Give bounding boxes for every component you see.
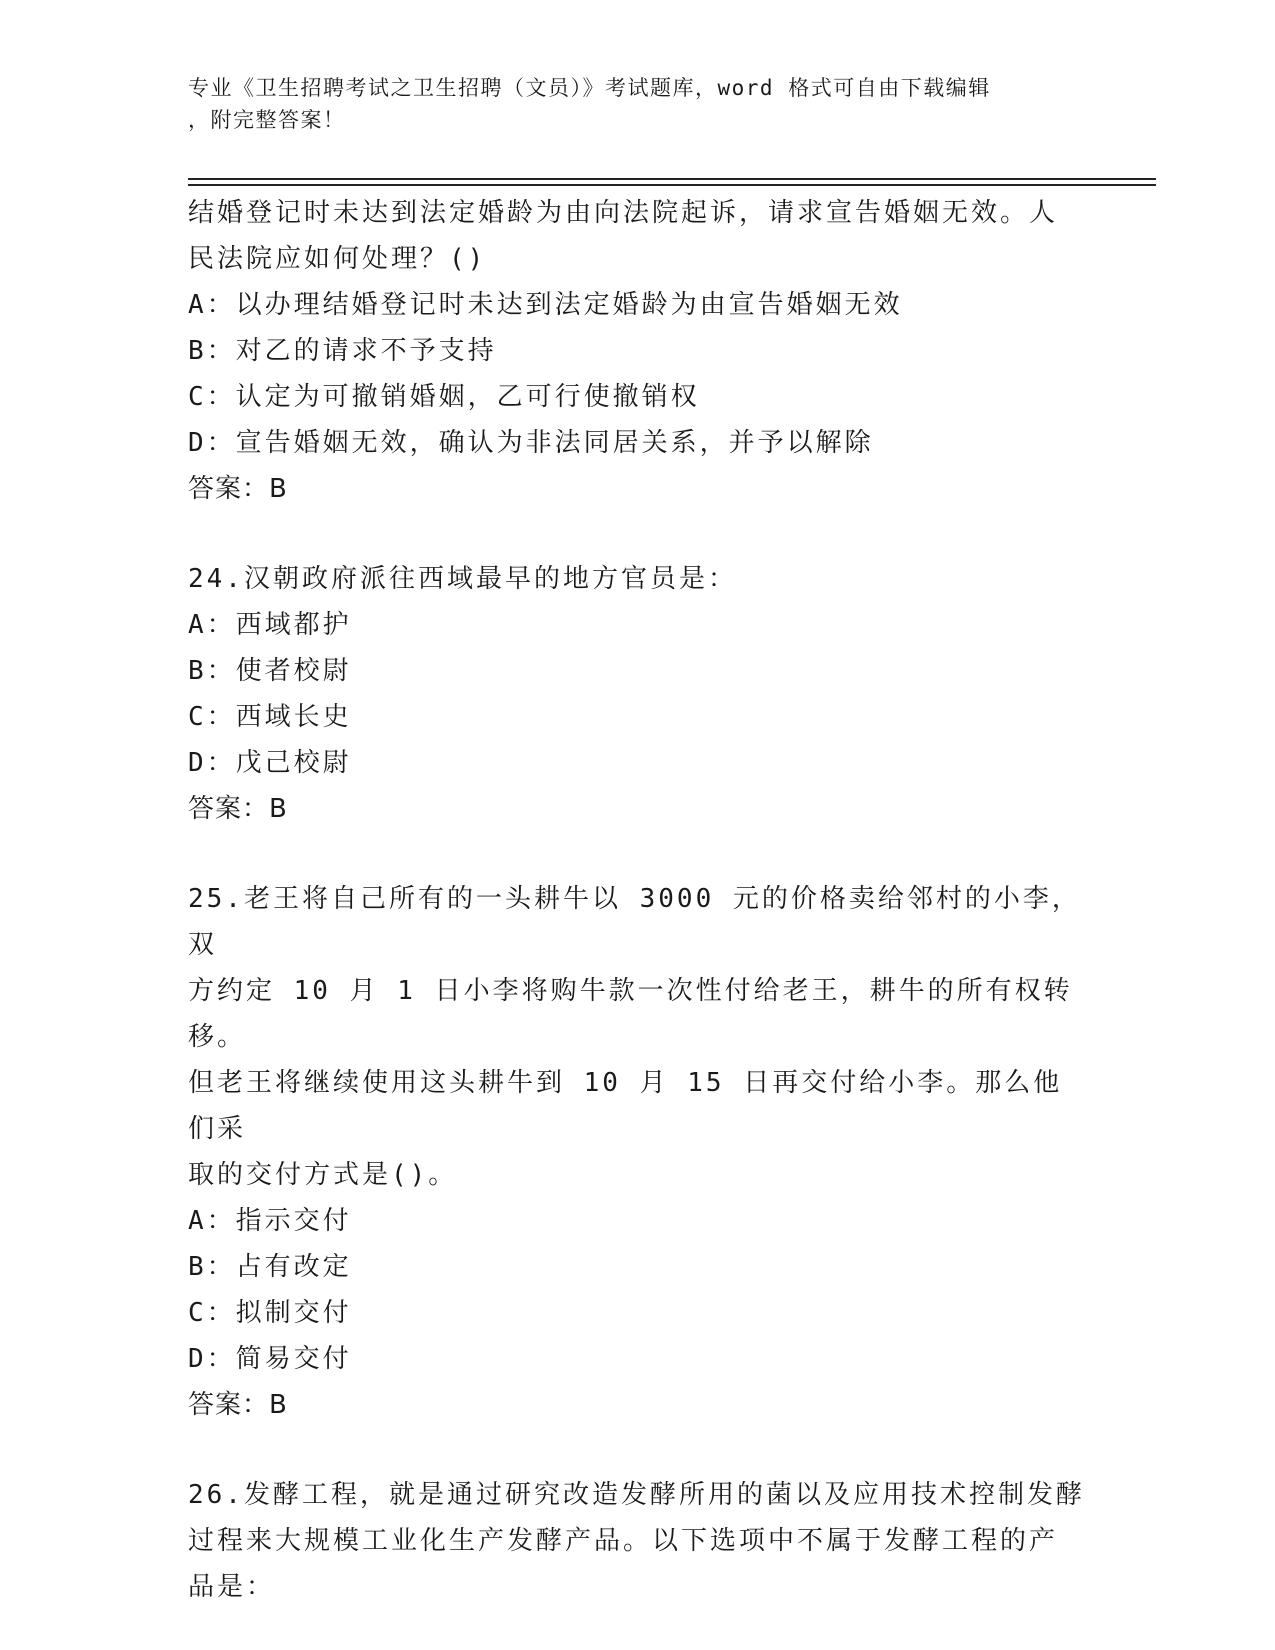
option-d: D：简易交付	[188, 1344, 352, 1374]
option-c: C：认定为可撤销婚姻，乙可行使撤销权	[188, 382, 700, 412]
question-stem-line: 取的交付方式是()。	[188, 1160, 458, 1190]
header-line-1: 专业《卫生招聘考试之卫生招聘（文员）》考试题库，word 格式可自由下载编辑	[188, 76, 991, 100]
option-b: B：对乙的请求不予支持	[188, 336, 497, 366]
question-stem-line: 过程来大规模工业化生产发酵产品。以下选项中不属于发酵工程的产	[188, 1526, 1059, 1556]
option-d: D：宣告婚姻无效，确认为非法同居关系，并予以解除	[188, 428, 874, 458]
question-stem-line: 方约定 10 月 1 日小李将购牛款一次性付给老王，耕牛的所有权转移。	[188, 976, 1073, 1052]
question-stem-line: 26.发酵工程，就是通过研究改造发酵所用的菌以及应用技术控制发酵	[188, 1480, 1085, 1510]
question-stem-line: 25.老王将自己所有的一头耕牛以 3000 元的价格卖给邻村的小李，双	[188, 884, 1081, 960]
option-a: A：以办理结婚登记时未达到法定婚龄为由宣告婚姻无效	[188, 290, 903, 320]
question-24	[188, 556, 1088, 832]
option-d: D：戊己校尉	[188, 748, 352, 778]
option-c: C：拟制交付	[188, 1298, 352, 1328]
option-a: A：西域都护	[188, 610, 352, 640]
question-stem-line: 结婚登记时未达到法定婚龄为由向法院起诉，请求宣告婚姻无效。人	[188, 198, 1059, 228]
question-stem-line: 品是：	[188, 1572, 276, 1602]
question-25	[188, 876, 1088, 1428]
answer-line: 答案：B	[188, 794, 288, 824]
answer-line: 答案：B	[188, 1390, 288, 1420]
header-divider-top	[188, 178, 1156, 180]
header-divider-bottom	[188, 184, 1156, 186]
answer-line: 答案：B	[188, 474, 288, 504]
document-header	[188, 72, 1078, 136]
question-stem-line: 24.汉朝政府派往西域最早的地方官员是：	[188, 564, 737, 594]
header-line-2: ，附完整答案！	[188, 108, 346, 132]
option-b: B：使者校尉	[188, 656, 352, 686]
question-content	[188, 190, 1088, 1610]
question-stem-line: 但老王将继续使用这头耕牛到 10 月 15 日再交付给小李。那么他们采	[188, 1068, 1063, 1144]
option-a: A：指示交付	[188, 1206, 352, 1236]
question-26	[188, 1472, 1088, 1610]
question-23	[188, 190, 1088, 512]
question-stem-line: 民法院应如何处理？()	[188, 244, 487, 274]
option-c: C：西域长史	[188, 702, 352, 732]
option-b: B：占有改定	[188, 1252, 352, 1282]
